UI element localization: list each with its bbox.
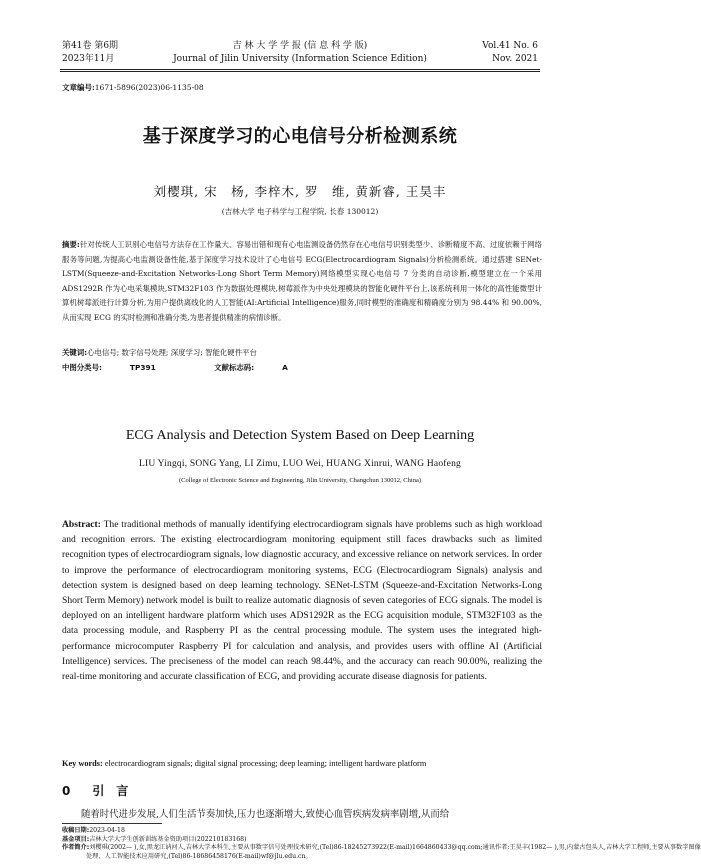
doc-code-label: 文献标志码: [214, 363, 255, 372]
journal-name-cn: 吉 林 大 学 学 报 (信 息 科 学 版) [232, 41, 368, 51]
running-header [0, 40, 600, 70]
section-number: 0 [62, 784, 71, 798]
article-number-label: 文章编号: [62, 83, 95, 92]
affiliation-cn: (吉林大学 电子科学与工程学院, 长春 130012) [221, 207, 379, 216]
header-rule-thin [60, 71, 540, 72]
body-text [62, 806, 542, 820]
classification-cn [62, 362, 344, 373]
received-label: 收稿日期: [62, 827, 90, 834]
abstract-en [62, 517, 542, 684]
doc-code-value: A [282, 363, 288, 372]
clc-number [62, 363, 184, 372]
title-cn: 基于深度学习的心电信号分析检测系统 [142, 126, 458, 147]
authors-cn: 刘樱琪, 宋 杨, 李梓木, 罗 维, 黄新睿, 王昊丰 [153, 184, 447, 199]
authors-en: LIU Yingqi, SONG Yang, LI Zimu, LUO Wei, HUANG Xinrui, WANG Haofeng [139, 459, 461, 469]
journal-name-en: Journal of Jilin University (Information Science Edition) [173, 54, 427, 64]
affiliation-en: (College of Electronic Science and Engineering, Jilin University, Changchun 130012, China) [178, 477, 421, 484]
footnote-author-continued: 处理、人工智能技术应用研究,(Tel)86-18686458176(E-mail)wf@jlu.edu.cn。 [86, 853, 312, 860]
abstract-cn-text: 针对传统人工识别心电信号方法存在工作量大、容易出错和现有心电监测设备仍然存在心电信号识别类型少、诊断精度不高、过度依赖于网络服务等问题,为提高心电监测设备性能,基于深度学习技术设计了心电信号 ECG(Electrocardiogram Signals)分析检测系统。通过搭建 SENet-LSTM(Squeeze-and-Excitation Networks-Long Short Term Memory)网络模型实现心电信号 7 分类的自动诊断,模型建立在一个采用 ADS1292R 作为心电采集模块,STM32F103 作为数据处理模块,树莓派作为中央处理模块的智能化硬件平台上,该系统利用一体化的高性能微型计算机树莓派进行计算分析,为用户提供离线化的人工智能(AI:Artificial Intelligence)服务,同时模型的准确度和精确度分别为 98.44% 和 90.00%,从而实现 ECG 的实时检测和准确分类,为患者提供精准的病情诊断。 [62, 240, 542, 322]
abstract-en-text: The traditional methods of manually identifying electrocardiogram signals have problems such as high workload and recognition errors. The existing electrocardiogram monitoring equipment still faces drawbacks such as limited recognition types of electrocardiogram signals, low diagnostic accuracy, and excessive reliance on network services. In order to improve the performance of electrocardiogram monitoring systems, ECG (Electrocardiogram Signals) analysis and detection system is designed based on deep learning technology. SENet-LSTM (Squeeze-and-Excitation Networks-Long Short Term Memory) network model is built to realize automatic diagnosis of seven categories of ECG signals. The model is deployed on an intelligent hardware platform which uses ADS1292R as the ECG acquisition module, STM32F103 as the data processing module, and Raspberry PI as the central processing module. The system uses the integrated high-performance microcomputer Raspberry PI for calculation and analysis, and provides users with offline AI (Artificial Intelligence) services. The preciseness of the model can reach 98.44%, and the accuracy can reach 90.00%, realizing the real-time monitoring and accurate classification of ECG, and providing accurate disease diagnosis for patients. [62, 519, 542, 683]
volume-issue-cn: 第41卷 第6期 [62, 41, 119, 51]
body-first-line: 随着时代进步发展,人们生活节奏加快,压力也逐渐增大,致使心血管疾病发病率剧增,从而给 [81, 809, 450, 820]
clc-label: 中图分类号: [62, 363, 102, 372]
keywords-cn [62, 347, 257, 358]
fund-value: 吉林大学大学生创新训练基金资助项目(202210183168) [89, 836, 247, 843]
fund-label: 基金项目: [62, 836, 90, 843]
header-right [482, 40, 538, 66]
keywords-en-text: electrocardiogram signals; digital signal processing; deep learning; intelligent hardware platform [104, 759, 427, 768]
article-number [62, 82, 204, 93]
footnote-rule [62, 823, 162, 824]
keywords-cn-label: 关键词: [62, 348, 88, 357]
author-info-value: 刘樱琪(2002— ),女,黑龙江讷河人,吉林大学本科生,主要从事数字信号处理技术研究,(Tel)86-18245273922(E-mail)1664860433@qq.com;通讯作者:王昊丰(1982— ),男,内蒙古包头人,吉林大学工程师,主要从事数字图像 [89, 844, 701, 851]
keywords-en [62, 759, 542, 768]
keywords-en-label: Key words: [62, 759, 103, 768]
abstract-en-label: Abstract: [62, 519, 101, 530]
volume-issue-en: Vol.41 No. 6 [482, 41, 538, 51]
title-en: ECG Analysis and Detection System Based on Deep Learning [125, 428, 475, 443]
abstract-cn [62, 238, 542, 325]
clc-value: TP391 [129, 363, 156, 372]
abstract-cn-label: 摘要: [62, 240, 80, 249]
author-info-label: 作者简介: [62, 844, 90, 851]
keywords-cn-text: 心电信号; 数字信号处理; 深度学习; 智能化硬件平台 [87, 348, 257, 357]
received-date: 2023-04-18 [89, 827, 125, 834]
section-heading [62, 782, 128, 799]
date-cn: 2023年11月 [62, 54, 115, 64]
date-en: Nov. 2021 [492, 54, 538, 64]
document-code [214, 363, 316, 372]
article-number-value: 1671-5896(2023)06-1135-08 [94, 83, 204, 92]
header-rule-thick [60, 69, 540, 70]
section-title: 引 言 [92, 784, 129, 798]
